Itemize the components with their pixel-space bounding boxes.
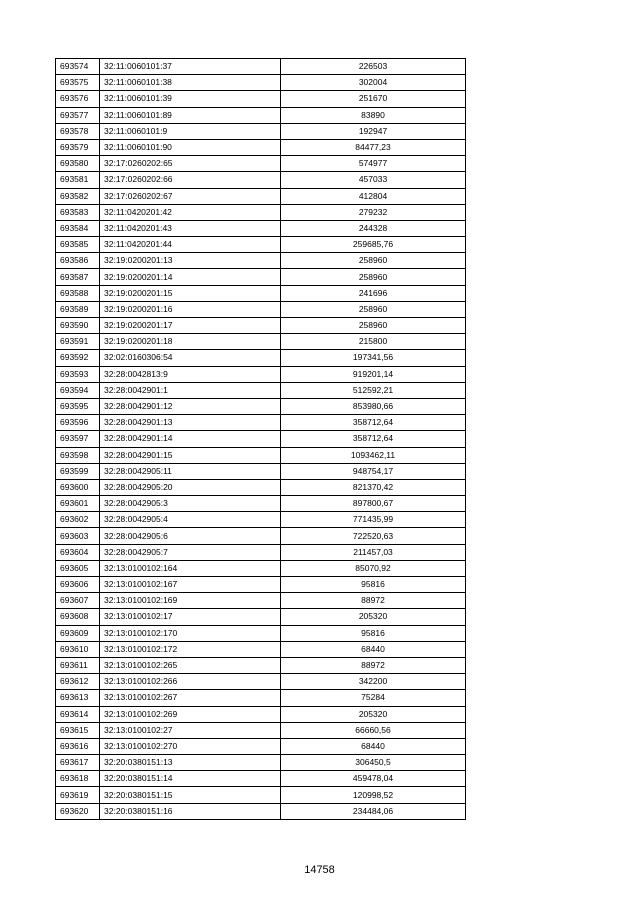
table-row bbox=[56, 609, 466, 625]
table-row bbox=[56, 301, 466, 317]
value-cell: 853980,66 bbox=[281, 398, 466, 414]
row-id-cell: 693612 bbox=[56, 674, 100, 690]
table-row bbox=[56, 431, 466, 447]
table-row bbox=[56, 706, 466, 722]
value-cell: 68440 bbox=[281, 738, 466, 754]
row-id-cell: 693609 bbox=[56, 625, 100, 641]
value-cell: 215800 bbox=[281, 334, 466, 350]
value-cell: 512592,21 bbox=[281, 382, 466, 398]
table-row bbox=[56, 690, 466, 706]
row-id-cell: 693584 bbox=[56, 220, 100, 236]
cadastral-number-cell: 32:13:0100102:169 bbox=[100, 593, 281, 609]
page-number: 14758 bbox=[304, 864, 335, 876]
cadastral-number-cell: 32:13:0100102:269 bbox=[100, 706, 281, 722]
table-row bbox=[56, 479, 466, 495]
value-cell: 897800,67 bbox=[281, 496, 466, 512]
table-row bbox=[56, 447, 466, 463]
cadastral-number-cell: 32:28:0042901:12 bbox=[100, 398, 281, 414]
table-row bbox=[56, 75, 466, 91]
value-cell: 120998,52 bbox=[281, 787, 466, 803]
row-id-cell: 693604 bbox=[56, 544, 100, 560]
row-id-cell: 693606 bbox=[56, 577, 100, 593]
cadastral-number-cell: 32:19:0200201:13 bbox=[100, 253, 281, 269]
value-cell: 205320 bbox=[281, 609, 466, 625]
value-cell: 75284 bbox=[281, 690, 466, 706]
cadastral-number-cell: 32:28:0042901:14 bbox=[100, 431, 281, 447]
row-id-cell: 693593 bbox=[56, 366, 100, 382]
value-cell: 259685,76 bbox=[281, 237, 466, 253]
table-row bbox=[56, 91, 466, 107]
row-id-cell: 693591 bbox=[56, 334, 100, 350]
row-id-cell: 693607 bbox=[56, 593, 100, 609]
table-row bbox=[56, 188, 466, 204]
value-cell: 459478,04 bbox=[281, 771, 466, 787]
row-id-cell: 693589 bbox=[56, 301, 100, 317]
table-row bbox=[56, 285, 466, 301]
cadastral-number-cell: 32:11:0060101:39 bbox=[100, 91, 281, 107]
row-id-cell: 693601 bbox=[56, 496, 100, 512]
row-id-cell: 693574 bbox=[56, 59, 100, 75]
table-row bbox=[56, 415, 466, 431]
cadastral-number-cell: 32:11:0060101:38 bbox=[100, 75, 281, 91]
row-id-cell: 693598 bbox=[56, 447, 100, 463]
row-id-cell: 693579 bbox=[56, 139, 100, 155]
row-id-cell: 693614 bbox=[56, 706, 100, 722]
row-id-cell: 693586 bbox=[56, 253, 100, 269]
table-row bbox=[56, 382, 466, 398]
cadastral-number-cell: 32:28:0042901:15 bbox=[100, 447, 281, 463]
table-row bbox=[56, 253, 466, 269]
value-cell: 211457,03 bbox=[281, 544, 466, 560]
row-id-cell: 693580 bbox=[56, 156, 100, 172]
cadastral-number-cell: 32:19:0200201:16 bbox=[100, 301, 281, 317]
table-row bbox=[56, 512, 466, 528]
table-row bbox=[56, 237, 466, 253]
row-id-cell: 693595 bbox=[56, 398, 100, 414]
table-row bbox=[56, 220, 466, 236]
value-cell: 205320 bbox=[281, 706, 466, 722]
table-row bbox=[56, 593, 466, 609]
value-cell: 306450,5 bbox=[281, 755, 466, 771]
value-cell: 66660,56 bbox=[281, 722, 466, 738]
row-id-cell: 693594 bbox=[56, 382, 100, 398]
table-row bbox=[56, 528, 466, 544]
row-id-cell: 693578 bbox=[56, 123, 100, 139]
cadastral-number-cell: 32:28:0042901:1 bbox=[100, 382, 281, 398]
row-id-cell: 693577 bbox=[56, 107, 100, 123]
cadastral-number-cell: 32:20:0380151:13 bbox=[100, 755, 281, 771]
value-cell: 302004 bbox=[281, 75, 466, 91]
cadastral-number-cell: 32:11:0420201:42 bbox=[100, 204, 281, 220]
row-id-cell: 693618 bbox=[56, 771, 100, 787]
table-row bbox=[56, 269, 466, 285]
row-id-cell: 693576 bbox=[56, 91, 100, 107]
table-row bbox=[56, 204, 466, 220]
cadastral-number-cell: 32:13:0100102:170 bbox=[100, 625, 281, 641]
cadastral-number-cell: 32:11:0420201:44 bbox=[100, 237, 281, 253]
value-cell: 279232 bbox=[281, 204, 466, 220]
cadastral-number-cell: 32:17:0260202:66 bbox=[100, 172, 281, 188]
cadastral-number-cell: 32:20:0380151:15 bbox=[100, 787, 281, 803]
row-id-cell: 693603 bbox=[56, 528, 100, 544]
cadastral-number-cell: 32:13:0100102:167 bbox=[100, 577, 281, 593]
table-row bbox=[56, 657, 466, 673]
table-row bbox=[56, 318, 466, 334]
value-cell: 83890 bbox=[281, 107, 466, 123]
value-cell: 722520,63 bbox=[281, 528, 466, 544]
table-row bbox=[56, 398, 466, 414]
cadastral-number-cell: 32:13:0100102:17 bbox=[100, 609, 281, 625]
table-row bbox=[56, 59, 466, 75]
value-cell: 412804 bbox=[281, 188, 466, 204]
value-cell: 258960 bbox=[281, 318, 466, 334]
row-id-cell: 693616 bbox=[56, 738, 100, 754]
cadastral-number-cell: 32:28:0042905:7 bbox=[100, 544, 281, 560]
cadastral-number-cell: 32:17:0260202:67 bbox=[100, 188, 281, 204]
cadastral-number-cell: 32:11:0060101:9 bbox=[100, 123, 281, 139]
cadastral-number-cell: 32:28:0042905:20 bbox=[100, 479, 281, 495]
value-cell: 821370,42 bbox=[281, 479, 466, 495]
row-id-cell: 693599 bbox=[56, 463, 100, 479]
row-id-cell: 693608 bbox=[56, 609, 100, 625]
value-cell: 68440 bbox=[281, 641, 466, 657]
value-cell: 84477,23 bbox=[281, 139, 466, 155]
table-row bbox=[56, 674, 466, 690]
cadastral-value-table bbox=[55, 58, 466, 820]
cadastral-number-cell: 32:13:0100102:164 bbox=[100, 560, 281, 576]
table-row bbox=[56, 577, 466, 593]
cadastral-number-cell: 32:13:0100102:265 bbox=[100, 657, 281, 673]
cadastral-number-cell: 32:19:0200201:18 bbox=[100, 334, 281, 350]
table-row bbox=[56, 738, 466, 754]
cadastral-number-cell: 32:13:0100102:27 bbox=[100, 722, 281, 738]
value-cell: 358712,64 bbox=[281, 431, 466, 447]
cadastral-number-cell: 32:28:0042813:9 bbox=[100, 366, 281, 382]
cadastral-number-cell: 32:13:0100102:172 bbox=[100, 641, 281, 657]
row-id-cell: 693587 bbox=[56, 269, 100, 285]
row-id-cell: 693600 bbox=[56, 479, 100, 495]
table-row bbox=[56, 139, 466, 155]
table-row bbox=[56, 172, 466, 188]
table-row bbox=[56, 496, 466, 512]
cadastral-number-cell: 32:11:0060101:90 bbox=[100, 139, 281, 155]
table-row bbox=[56, 156, 466, 172]
cadastral-number-cell: 32:13:0100102:267 bbox=[100, 690, 281, 706]
value-cell: 919201,14 bbox=[281, 366, 466, 382]
value-cell: 85070,92 bbox=[281, 560, 466, 576]
value-cell: 95816 bbox=[281, 577, 466, 593]
value-cell: 258960 bbox=[281, 269, 466, 285]
row-id-cell: 693620 bbox=[56, 803, 100, 819]
row-id-cell: 693605 bbox=[56, 560, 100, 576]
value-cell: 244328 bbox=[281, 220, 466, 236]
row-id-cell: 693590 bbox=[56, 318, 100, 334]
value-cell: 197341,56 bbox=[281, 350, 466, 366]
table-row bbox=[56, 463, 466, 479]
row-id-cell: 693610 bbox=[56, 641, 100, 657]
value-cell: 258960 bbox=[281, 253, 466, 269]
cadastral-number-cell: 32:02:0160306:54 bbox=[100, 350, 281, 366]
row-id-cell: 693575 bbox=[56, 75, 100, 91]
cadastral-number-cell: 32:11:0060101:37 bbox=[100, 59, 281, 75]
row-id-cell: 693615 bbox=[56, 722, 100, 738]
cadastral-number-cell: 32:19:0200201:15 bbox=[100, 285, 281, 301]
cadastral-number-cell: 32:20:0380151:16 bbox=[100, 803, 281, 819]
table-body bbox=[56, 59, 466, 820]
value-cell: 234484,06 bbox=[281, 803, 466, 819]
row-id-cell: 693611 bbox=[56, 657, 100, 673]
cadastral-number-cell: 32:28:0042905:11 bbox=[100, 463, 281, 479]
cadastral-number-cell: 32:11:0420201:43 bbox=[100, 220, 281, 236]
value-cell: 192947 bbox=[281, 123, 466, 139]
table-row bbox=[56, 560, 466, 576]
value-cell: 95816 bbox=[281, 625, 466, 641]
row-id-cell: 693619 bbox=[56, 787, 100, 803]
row-id-cell: 693585 bbox=[56, 237, 100, 253]
value-cell: 88972 bbox=[281, 657, 466, 673]
value-cell: 241696 bbox=[281, 285, 466, 301]
table-row bbox=[56, 366, 466, 382]
row-id-cell: 693596 bbox=[56, 415, 100, 431]
row-id-cell: 693613 bbox=[56, 690, 100, 706]
row-id-cell: 693592 bbox=[56, 350, 100, 366]
value-cell: 226503 bbox=[281, 59, 466, 75]
row-id-cell: 693588 bbox=[56, 285, 100, 301]
value-cell: 948754,17 bbox=[281, 463, 466, 479]
value-cell: 258960 bbox=[281, 301, 466, 317]
cadastral-number-cell: 32:11:0060101:89 bbox=[100, 107, 281, 123]
table-row bbox=[56, 334, 466, 350]
table-row bbox=[56, 771, 466, 787]
value-cell: 1093462,11 bbox=[281, 447, 466, 463]
table-row bbox=[56, 787, 466, 803]
value-cell: 251670 bbox=[281, 91, 466, 107]
cadastral-number-cell: 32:28:0042901:13 bbox=[100, 415, 281, 431]
table-row bbox=[56, 350, 466, 366]
row-id-cell: 693581 bbox=[56, 172, 100, 188]
row-id-cell: 693597 bbox=[56, 431, 100, 447]
row-id-cell: 693617 bbox=[56, 755, 100, 771]
cadastral-number-cell: 32:13:0100102:266 bbox=[100, 674, 281, 690]
value-cell: 358712,64 bbox=[281, 415, 466, 431]
value-cell: 771435,99 bbox=[281, 512, 466, 528]
cadastral-number-cell: 32:28:0042905:3 bbox=[100, 496, 281, 512]
value-cell: 457033 bbox=[281, 172, 466, 188]
table-row bbox=[56, 107, 466, 123]
table-row bbox=[56, 123, 466, 139]
cadastral-number-cell: 32:13:0100102:270 bbox=[100, 738, 281, 754]
table-row bbox=[56, 544, 466, 560]
cadastral-number-cell: 32:17:0260202:65 bbox=[100, 156, 281, 172]
table-row bbox=[56, 803, 466, 819]
cadastral-number-cell: 32:19:0200201:14 bbox=[100, 269, 281, 285]
table-row bbox=[56, 641, 466, 657]
value-cell: 574977 bbox=[281, 156, 466, 172]
cadastral-number-cell: 32:28:0042905:6 bbox=[100, 528, 281, 544]
value-cell: 342200 bbox=[281, 674, 466, 690]
cadastral-number-cell: 32:19:0200201:17 bbox=[100, 318, 281, 334]
table-row bbox=[56, 722, 466, 738]
row-id-cell: 693582 bbox=[56, 188, 100, 204]
table-row bbox=[56, 625, 466, 641]
row-id-cell: 693602 bbox=[56, 512, 100, 528]
cadastral-number-cell: 32:20:0380151:14 bbox=[100, 771, 281, 787]
row-id-cell: 693583 bbox=[56, 204, 100, 220]
table-row bbox=[56, 755, 466, 771]
value-cell: 88972 bbox=[281, 593, 466, 609]
cadastral-number-cell: 32:28:0042905:4 bbox=[100, 512, 281, 528]
